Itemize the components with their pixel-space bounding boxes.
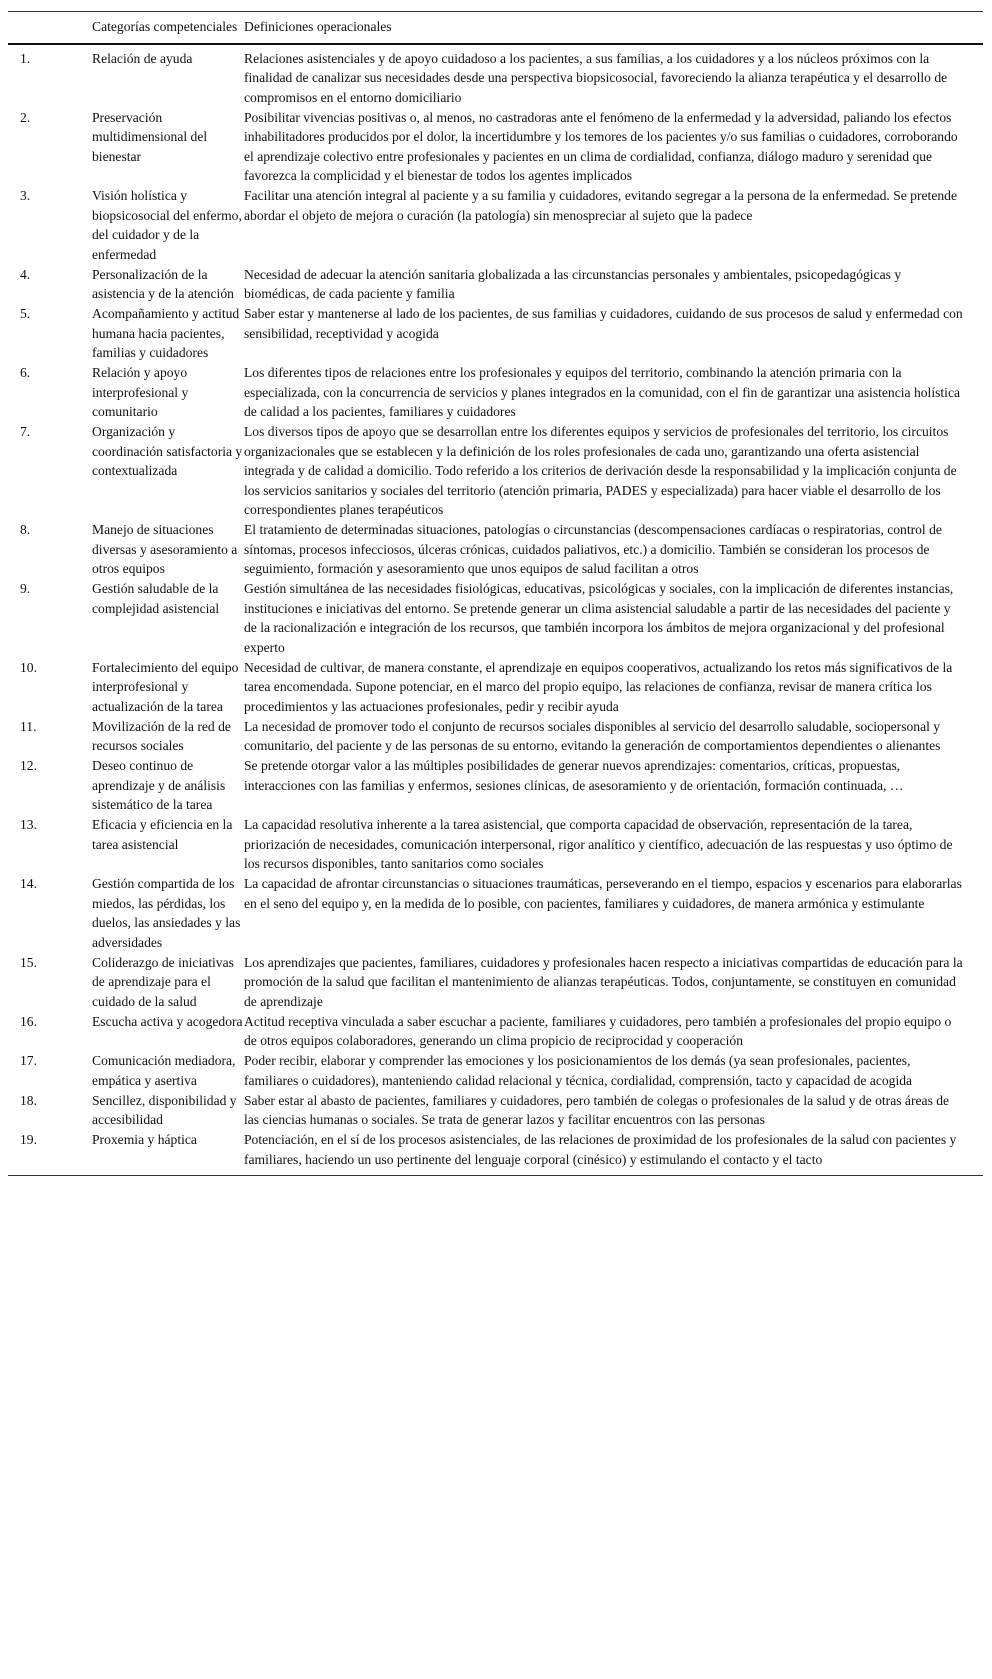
row-definition: La necesidad de promover todo el conjunto de recursos sociales disponibles al servicio del desarrollo saludable, sociopersonal y comunitario, del paciente y de las personas de su entorno, evitando la generación de comportamientos dependientes o alienantes [244, 718, 941, 753]
row-category: Proxemia y háptica [92, 1132, 197, 1147]
table-row [8, 815, 983, 874]
row-number: 3. [20, 188, 31, 203]
table-row [8, 1130, 983, 1176]
row-number: 8. [20, 522, 31, 537]
row-number: 17. [20, 1053, 37, 1068]
row-category: Movilización de la red de recursos sociales [92, 718, 231, 753]
row-category: Preservación multidimensional del bienestar [92, 109, 208, 164]
row-number: 10. [20, 659, 37, 675]
table-row [8, 363, 983, 422]
table-row [8, 304, 983, 363]
table-row [8, 756, 983, 815]
row-category: Coliderazgo de iniciativas de aprendizaje para el cuidado de la salud [92, 954, 234, 1009]
table-row [8, 658, 983, 717]
row-definition: Necesidad de cultivar, de manera constante, el aprendizaje en equipos cooperativos, actualizando los retos más significativos de la tarea encomendada. Supone potenciar, en el marco del propio equipo, las relaciones de confianza, revisar de manera crítica los procedimientos y las actuaciones profesionales, pedir y recibir ayuda [244, 659, 953, 714]
row-definition: La capacidad de afrontar circunstancias o situaciones traumáticas, perseverando en el tiempo, espacios y escenarios para elaborarlas en el seno del equipo y, en la medida de lo posible, con pacientes, familiares y cuidadores, de manera armónica y estimulante [244, 876, 962, 911]
row-category: Sencillez, disponibilidad y accesibilidad [92, 1092, 237, 1127]
row-category: Acompañamiento y actitud humana hacia pacientes, familias y cuidadores [92, 306, 240, 360]
row-number: 13. [20, 817, 37, 832]
header-number [8, 12, 92, 44]
row-number: 4. [20, 266, 31, 282]
row-definition: Actitud receptiva vinculada a saber escuchar a paciente, familiares y cuidadores, pero también a profesionales del propio equipo o de otros equipos colaboradores, generando un clima propicio de reciprocidad y cooperación [244, 1013, 952, 1048]
row-definition: Se pretende otorgar valor a las múltiples posibilidades de generar nuevos aprendizajes: comentarios, críticas, propuestas, interacciones con las familias y enfermos, sesiones clínicas, de asesoramiento y de orientación, formación continuada, … [244, 758, 904, 793]
table-body [8, 44, 983, 1176]
row-definition: El tratamiento de determinadas situaciones, patologías o circunstancias (descompensaciones cardíacas o respiratorias, control de síntomas, procesos infecciosos, úlceras crónicas, cuidados paliativos, etc.) a domicilio. También se consideran los procesos de seguimiento, formación y asesoramiento que unos equipos de salud facilitan a otros [244, 522, 942, 576]
row-category: Organización y coordinación satisfactoria y contextualizada [92, 424, 243, 478]
header-definition: Definiciones operacionales [244, 19, 392, 34]
row-category: Escucha activa y acogedora [92, 1013, 243, 1029]
table-row [8, 422, 983, 520]
table-row [8, 186, 983, 265]
table-row [8, 520, 983, 579]
row-category: Relación y apoyo interprofesional y comunitario [92, 365, 189, 419]
row-number: 5. [20, 306, 31, 321]
table-row [8, 1091, 983, 1131]
row-category: Eficacia y eficiencia en la tarea asistencial [92, 817, 233, 852]
table-row [8, 1051, 983, 1091]
row-category: Visión holística y biopsicosocial del enfermo, del cuidador y de la enfermedad [92, 188, 242, 262]
table-row [8, 579, 983, 658]
row-category: Gestión compartida de los miedos, las pérdidas, los duelos, las ansiedades y las adversidades [92, 876, 241, 950]
table-row [8, 874, 983, 953]
row-number: 18. [20, 1092, 37, 1108]
row-number: 14. [20, 876, 37, 891]
row-definition: Gestión simultánea de las necesidades fisiológicas, educativas, psicológicas y sociales, con la implicación de diferentes instancias, instituciones e iniciativas del entorno. Se pretende generar un clima asistencial saludable a partir de las necesidades del paciente y de la racionalización e integración de los recursos, que también incorpora los ámbitos de mejora organizacional y del profesional experto [244, 581, 954, 655]
row-definition: Necesidad de adecuar la atención sanitaria globalizada a las circunstancias personales y ambientales, psicopedagógicas y biomédicas, de cada paciente y familia [244, 266, 902, 301]
row-category: Gestión saludable de la complejidad asistencial [92, 581, 220, 616]
row-number: 7. [20, 424, 31, 439]
row-definition: Los diversos tipos de apoyo que se desarrollan entre los diferentes equipos y servicios de profesionales del territorio, los circuitos organizacionales que se establecen y la definición de los roles profesionales de cada uno, garantizando una oferta asistencial integrada y de calidad a domicilio. Todo referido a los criterios de derivación desde la responsabilidad y la implicación conjunta de los servicios sanitarios y sociales del territorio (atención primaria, PADES y especializada) para hacer viable el desarrollo de los correspondientes planes terapéuticos [244, 424, 957, 517]
row-number: 15. [20, 954, 37, 970]
row-number: 12. [20, 758, 37, 773]
row-definition: Saber estar y mantenerse al lado de los pacientes, de sus familias y cuidadores, cuidando de sus procesos de salud y enfermedad con sensibilidad, receptividad y acogida [244, 306, 963, 341]
table-row [8, 265, 983, 305]
row-number: 16. [20, 1013, 37, 1029]
table-row [8, 717, 983, 757]
table-header-row [8, 12, 983, 44]
row-number: 6. [20, 365, 31, 380]
table-row [8, 108, 983, 187]
row-definition: Saber estar al abasto de pacientes, familiares y cuidadores, pero también de colegas o profesionales de la salud y de otras áreas de las ciencias humanas o sociales. Se trata de generar lazos y facilitar encuentros con las personas [244, 1092, 950, 1127]
row-definition: La capacidad resolutiva inherente a la tarea asistencial, que comporta capacidad de observación, representación de la tarea, priorización de necesidades, comunicación interpersonal, rigor analítico y científico, adecuación de las respuestas y uso óptimo de los recursos disponibles, tanto sanitarios como sociales [244, 817, 953, 871]
row-number: 11. [20, 718, 37, 734]
row-definition: Los diferentes tipos de relaciones entre los profesionales y equipos del territorio, combinando la atención primaria con la especializada, con la concurrencia de servicios y planes integrados en la comunidad, con el fin de garantizar una asistencia holística de calidad a los pacientes, familiares y cuidadores [244, 365, 961, 419]
row-category: Deseo continuo de aprendizaje y de análisis sistemático de la tarea [92, 758, 226, 812]
row-definition: Potenciación, en el sí de los procesos asistenciales, de las relaciones de proximidad de los profesionales de la salud con pacientes y familiares, haciendo un uso pertinente del lenguaje corporal (cinésico) y estimulando el contacto y el tacto [244, 1132, 957, 1167]
row-definition: Poder recibir, elaborar y comprender las emociones y los posicionamientos de los demás (ya sean profesionales, pacientes, familiares o cuidadores), manteniendo calidad relacional y técnica, cordialidad, comprensión, tacto y capacidad de acogida [244, 1053, 913, 1088]
row-category: Comunicación mediadora, empática y asertiva [92, 1053, 236, 1088]
header-category: Categorías competenciales [92, 19, 238, 34]
row-definition: Posibilitar vivencias positivas o, al menos, no castradoras ante el fenómeno de la enfermedad y la adversidad, paliando los efectos inhabilitadores producidos por el dolor, la incertidumbre y los temores de los pacientes y/o sus familias o cuidadores, corroborando el aprendizaje colectivo entre profesionales y pacientes en un clima de cordialidad, confianza, diálogo maduro y serenidad que favorezca la complicidad y el bienestar de todos los agentes implicados [244, 109, 958, 183]
row-definition: Facilitar una atención integral al paciente y a su familia y cuidadores, evitando segregar a la persona de la enfermedad. Se pretende abordar el objeto de mejora o curación (la patología) sin menospreciar al sujeto que la padece [244, 188, 957, 223]
competencies-table [8, 11, 983, 1176]
row-definition: Los aprendizajes que pacientes, familiares, cuidadores y profesionales hacen respecto a iniciativas compartidas de educación para la promoción de la salud que facilitan el mantenimiento de alianzas terapéuticas. Todos, conjuntamente, se constituyen en comunidad de aprendizaje [244, 954, 963, 1009]
row-category: Manejo de situaciones diversas y asesoramiento a otros equipos [92, 522, 238, 576]
row-category: Fortalecimiento del equipo interprofesional y actualización de la tarea [92, 659, 239, 714]
table-row [8, 44, 983, 108]
table-row [8, 1012, 983, 1052]
row-category: Relación de ayuda [92, 50, 193, 66]
row-number: 19. [20, 1132, 37, 1147]
table-row [8, 953, 983, 1012]
row-number: 2. [20, 109, 31, 125]
row-category: Personalización de la asistencia y de la atención [92, 266, 234, 301]
row-number: 9. [20, 581, 31, 596]
row-number: 1. [20, 50, 31, 66]
row-definition: Relaciones asistenciales y de apoyo cuidadoso a los pacientes, a sus familias, a los cuidadores y a los núcleos próximos con la finalidad de canalizar sus necesidades desde una perspectiva biopsicosocial, favoreciendo la alianza terapéutica y el desarrollo de compromisos en el entorno domiciliario [244, 50, 948, 105]
